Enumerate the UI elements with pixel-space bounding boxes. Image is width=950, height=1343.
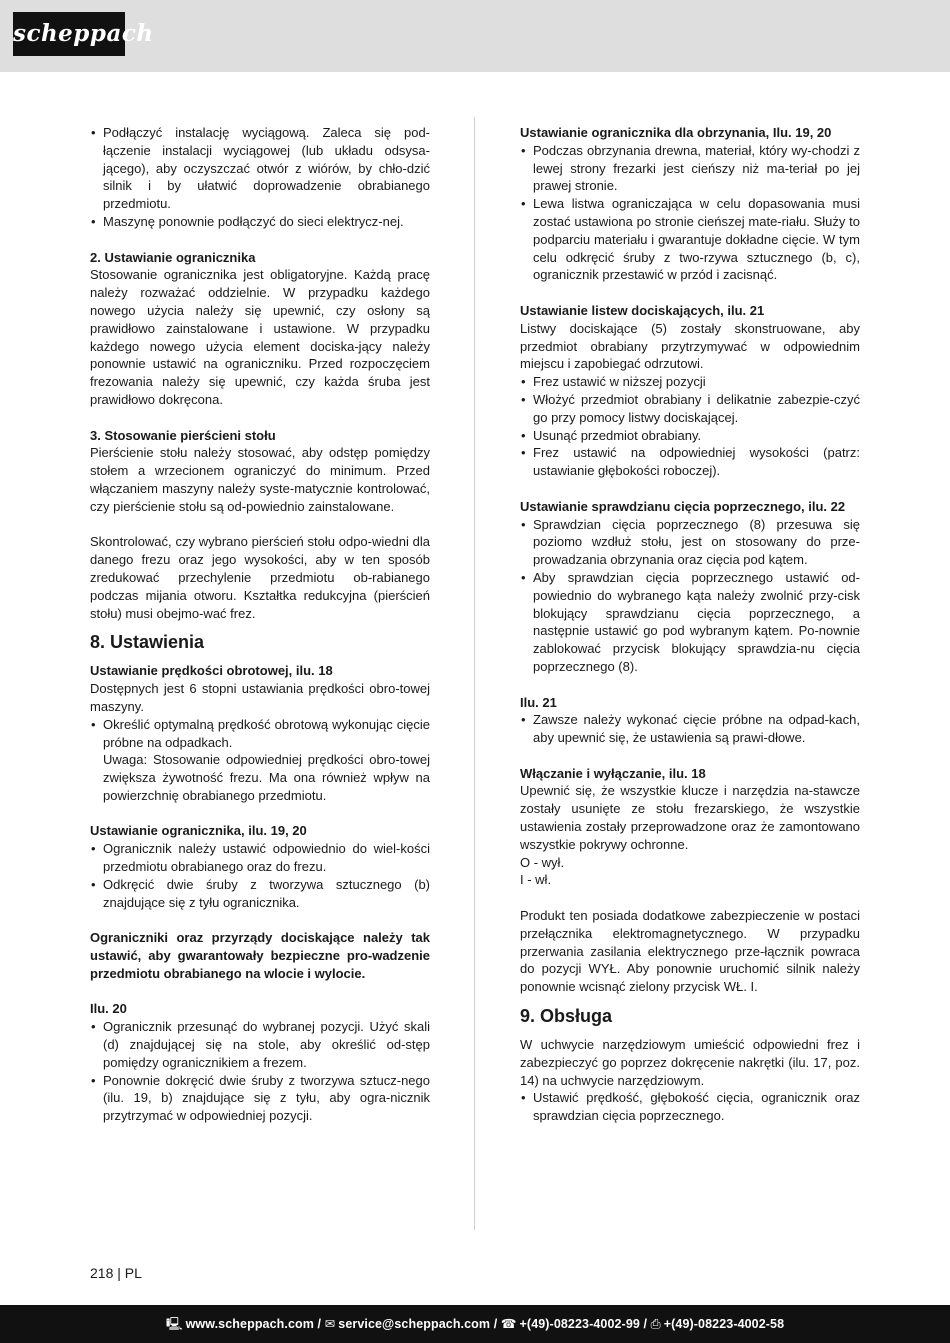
phone-icon: ☎ <box>500 1317 517 1331</box>
phone-number: +(49)-08223-4002-99 / <box>519 1317 648 1331</box>
website-link[interactable]: www.scheppach.com / <box>185 1317 322 1331</box>
list-item: • Sprawdzian cięcia poprzecznego (8) przesuwa się poziomo wzdłuż stołu, jest on stosowany do prze-prowadzania obrzynania oraz cięcia pod kątem. <box>520 516 860 569</box>
list-item-text: Określić optymalną prędkość obrotową wykonując cięcie próbne na odpadkach. <box>103 716 430 750</box>
warning-text: Ograniczniki oraz przyrządy dociskające należy tak ustawić, aby gwarantowały bezpieczne pro-wadzenie przedmiotu obrabianego na wlocie i wylocie. <box>90 930 430 981</box>
op-list <box>520 1089 860 1125</box>
list-item: • Zawsze należy wykonać cięcie próbne na odpad-kach, aby upewnić się, że ustawienia są prawi-dłowe. <box>520 711 860 747</box>
list-item: • Usunąć przedmiot obrabiany. <box>520 427 860 445</box>
list-item: • Ogranicznik przesunąć do wybranej pozycji. Użyć skali (d) znajdującej się na stole, aby określić od-stęp pomiędzy ogranicznikiem a frezem. <box>90 1018 430 1071</box>
list-item: • Maszynę ponownie podłączyć do sieci elektrycz-nej. <box>90 213 430 231</box>
section-heading: 3. Stosowanie pierścieni stołu <box>90 427 276 443</box>
paragraph: Stosowanie ogranicznika jest obligatoryjne. Każdą pracę należy rozważać oddzielnie. W przypadku każdego nowego użycia należy się upewnić, czy osłony są prawidłowo zainstalowane i ustawione. W przypadku każdego nowego użycia element dociska-jący należy ponownie ustawić na ograniczniku. Przed rozpoczęciem frezowania należy się upewnić, czy każda śruba jest prawidłowo dokręcona. <box>90 267 430 407</box>
list-item: • Włożyć przedmiot obrabiany i delikatnie zabezpie-czyć go przy pomocy listwy dociskającej. <box>520 391 860 427</box>
fax-number: +(49)-08223-4002-58 <box>663 1317 785 1331</box>
list-item: • Lewa listwa ograniczająca w celu dopasowania musi zostać ustawiona po stronie cieńszej mate-riału. Służy to podparciu materiału i gwarantuje dokładne cięcie. W tym celu odkręcić śruby z two-rzywa sztucznego (b, c), ogranicznik przestawić w przód i zacisnąć. <box>520 195 860 284</box>
list-item: • Ponownie dokręcić dwie śruby z tworzywa sztucz-nego (ilu. 19, b) znajdujące się z tyłu, aby ogra-nicznik przytrzymać w odpowiedniej pozycji. <box>90 1072 430 1125</box>
off-label: O - wył. <box>520 854 565 870</box>
section-heading: Ilu. 20 <box>90 1001 127 1017</box>
list-item: • Ustawić prędkość, głębokość cięcia, ogranicznik oraz sprawdzian cięcia poprzecznego. <box>520 1089 860 1125</box>
list-item: • Frez ustawić na odpowiedniej wysokości (patrz: ustawianie głębokości roboczej). <box>520 444 860 480</box>
paragraph: Listwy dociskające (5) zostały skonstruowane, aby przedmiot obrabiany przytrzymywać w odpowiednim miejscu i zapobiegać odrzutowi. <box>520 320 860 372</box>
paragraph: Upewnić się, że wszystkie klucze i narzędzia na-stawcze zostały usunięte ze stołu frezarskiego, że wszystkie ustawienia zostały przeprowadzone oraz że zamontowano wszystkie pokrywy ochronne. <box>520 783 860 852</box>
press-list <box>520 373 860 480</box>
list-item: • Podczas obrzynania drewna, materiał, który wy-chodzi z lewej strony frezarki jest cieńszy niż ma-teriał po jej prawej stronie. <box>520 142 860 195</box>
section-heading: Ustawianie ogranicznika dla obrzynania, Ilu. 19, 20 <box>520 125 832 140</box>
page-number: 218 | PL <box>90 1265 142 1281</box>
paragraph: Produkt ten posiada dodatkowe zabezpieczenie w postaci przełącznika elektromagnetycznego. W przypadku przerwania zasilania elektrycznego prze-łącznik powraca do pozycji WYŁ. Aby ponownie uruchomić silnik należy ponownie wcisnąć zielony przycisk WŁ. I. <box>520 908 860 995</box>
section-heading: Ustawianie ogranicznika, ilu. 19, 20 <box>90 823 307 839</box>
limit-list <box>90 840 430 911</box>
computer-icon: 🖳 <box>165 1317 183 1331</box>
list-item: • Ogranicznik należy ustawić odpowiednio do wiel-kości przedmiotu obrabianego oraz do frezu. <box>90 840 430 876</box>
list-item: • Aby sprawdzian cięcia poprzecznego ustawić od-powiednio do wybranego kąta należy zwolnić przy-cisk blokujący sprawdzianu cięcia poprzecznego, a następnie ustawić go pod wybranym kątem. Po-nownie zablokować przycisk blokujący sprawdzia-nu cięcia poprzecznego (8). <box>520 569 860 676</box>
chapter-title: 8. Ustawienia <box>90 632 205 653</box>
paragraph: Pierścienie stołu należy stosować, aby odstęp pomiędzy stołem a wrzecionem ograniczyć do minimum. Przed włączaniem maszyny należy syste-matycznie kontrolować, czy pierścienie stołu są od-powiednio zainstalowane. <box>90 445 430 514</box>
section-heading: Ustawianie prędkości obrotowej, ilu. 18 <box>90 663 333 679</box>
left-column <box>90 124 430 1125</box>
right-column <box>520 124 860 1125</box>
list-item: • Podłączyć instalację wyciągową. Zaleca się pod-łączenie instalacji wyciągowej (lub układu odsysa-jącego), aby oczyszczać otwór z wiórów, by chło-dzić silnik i by ułatwić doprowadzenie obrabianego przedmiotu. <box>90 124 430 213</box>
note-text: Uwaga: Stosowanie odpowiedniej prędkości obro-towej zwiększa żywotność frezu. Ma ona również wpływ na powierzchnię obrabianego przedmiotu. <box>103 752 430 803</box>
speed-list <box>90 716 430 805</box>
paragraph: Skontrolować, czy wybrano pierścień stołu odpo-wiedni dla danego frezu oraz jego wysokości, aby w ten sposób zredukować przechylenie przedmiotu ob-rabianego podczas mijania otworu. Kształtka redukcyjna (pierścień stołu) musi obejmo-wać frez. <box>90 534 430 621</box>
column-divider <box>474 117 475 1230</box>
paragraph: Dostępnych jest 6 stopni ustawiania prędkości obro-towej maszyny. <box>90 681 430 714</box>
footer-bar <box>0 1305 950 1343</box>
ilu20-list <box>90 1018 430 1125</box>
ilu21-list <box>520 711 860 747</box>
cross-list <box>520 516 860 676</box>
fax-icon: ⎙ <box>650 1317 661 1331</box>
email-link[interactable]: service@scheppach.com / <box>338 1317 498 1331</box>
section-heading: 2. Ustawianie ogranicznika <box>90 249 256 265</box>
section-heading: Włączanie i wyłączanie, ilu. 18 <box>520 765 706 781</box>
list-item <box>90 716 430 805</box>
list-item: • Frez ustawić w niższej pozycji <box>520 373 860 391</box>
paragraph: W uchwycie narzędziowym umieścić odpowiedni frez i zabezpieczyć go poprzez dokręcenie nakrętki (ilu. 17, poz. 14) na uchwycie narzędziowym. <box>520 1037 860 1088</box>
brand-logo: scheppach <box>13 12 125 56</box>
header-bar <box>0 0 950 72</box>
intro-list <box>90 124 430 231</box>
list-item: • Odkręcić dwie śruby z tworzywa sztucznego (b) znajdujące się z tyłu ogranicznika. <box>90 876 430 912</box>
mail-icon: ✉ <box>324 1317 336 1331</box>
contact-line <box>0 1315 950 1336</box>
chapter-title: 9. Obsługa <box>520 1006 613 1027</box>
trim-list <box>520 142 860 284</box>
section-heading: Ilu. 21 <box>520 694 557 710</box>
on-label: I - wł. <box>520 872 552 888</box>
section-heading: Ustawianie sprawdzianu cięcia poprzecznego, ilu. 22 <box>520 498 846 514</box>
section-heading: Ustawianie listew dociskających, ilu. 21 <box>520 302 765 318</box>
